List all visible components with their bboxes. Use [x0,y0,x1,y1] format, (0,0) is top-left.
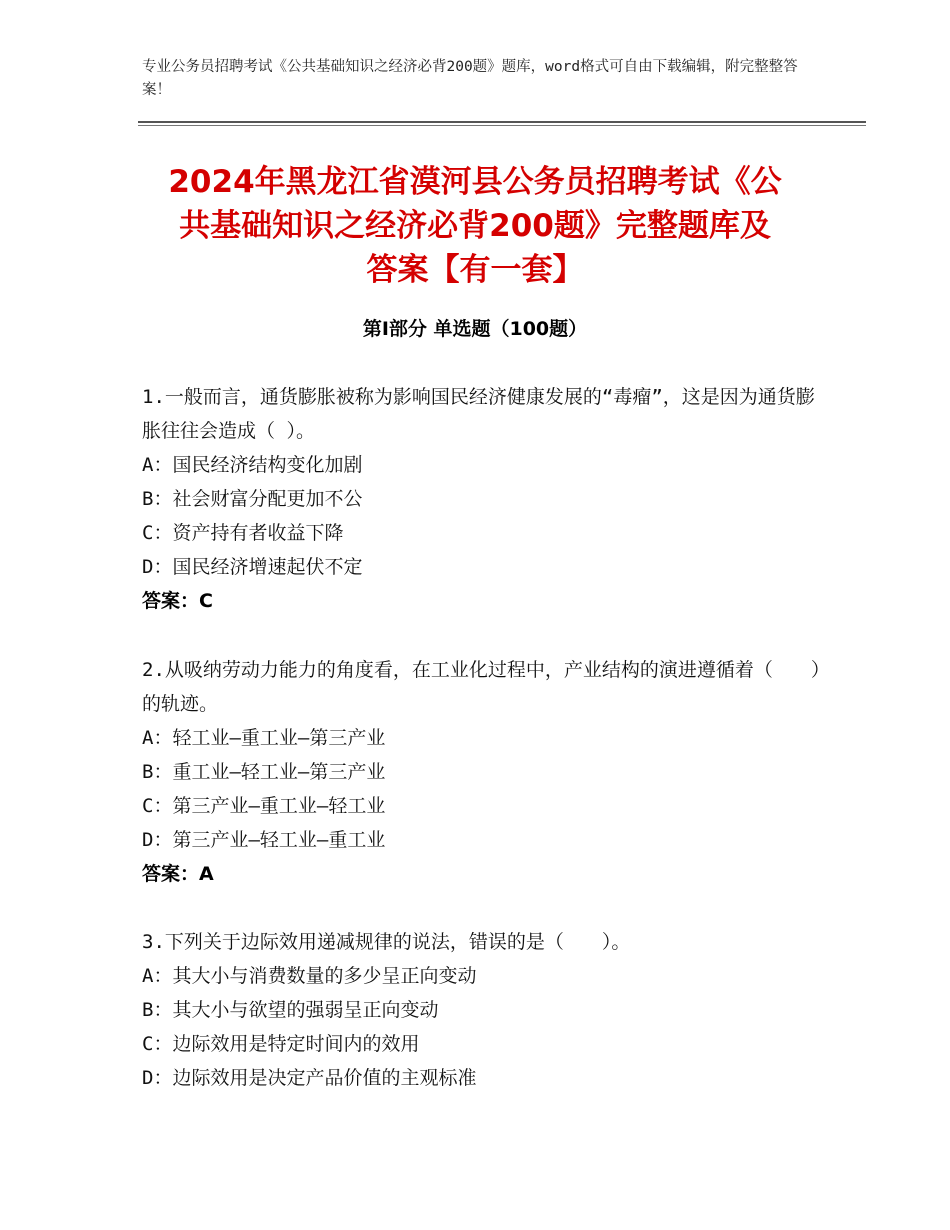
header-rule-thick [138,121,866,123]
document-title [120,160,830,292]
question-3 [142,925,832,1095]
question-stem: 2.从吸纳劳动力能力的角度看，在工业化过程中，产业结构的演进遵循着（ ）的轨迹。 [142,659,830,715]
option-c: C：资产持有者收益下降 [142,522,344,544]
title-line-1: 2024年黑龙江省漠河县公务员招聘考试《公 [168,164,782,200]
title-line-2: 共基础知识之经济必背200题》完整题库及 [179,208,771,244]
title-line-3: 答案【有一套】 [366,252,584,288]
option-d: D：国民经济增速起伏不定 [142,556,363,578]
option-d: D：边际效用是决定产品价值的主观标准 [142,1067,477,1089]
option-a: A：其大小与消费数量的多少呈正向变动 [142,965,477,987]
answer: 答案：C [142,590,213,612]
option-c: C：第三产业—重工业—轻工业 [142,795,386,817]
question-stem: 3.下列关于边际效用递减规律的说法，错误的是（ ）。 [142,931,631,953]
answer: 答案：A [142,863,214,885]
header-note: 专业公务员招聘考试《公共基础知识之经济必背200题》题库，word格式可自由下载编辑，附完整整答案！ [142,59,798,98]
header-rule-thin [138,125,866,126]
question-2 [142,653,832,891]
option-a: A：轻工业—重工业—第三产业 [142,727,386,749]
option-b: B：重工业—轻工业—第三产业 [142,761,386,783]
option-d: D：第三产业—轻工业—重工业 [142,829,386,851]
question-1 [142,380,832,618]
question-stem: 1.一般而言，通货膨胀被称为影响国民经济健康发展的“毒瘤”，这是因为通货膨胀往往会造成（ ）。 [142,386,815,442]
option-c: C：边际效用是特定时间内的效用 [142,1033,420,1055]
option-a: A：国民经济结构变化加剧 [142,454,363,476]
option-b: B：其大小与欲望的强弱呈正向变动 [142,999,439,1021]
option-b: B：社会财富分配更加不公 [142,488,363,510]
section-heading: 第Ⅰ部分 单选题（100题） [362,318,588,340]
